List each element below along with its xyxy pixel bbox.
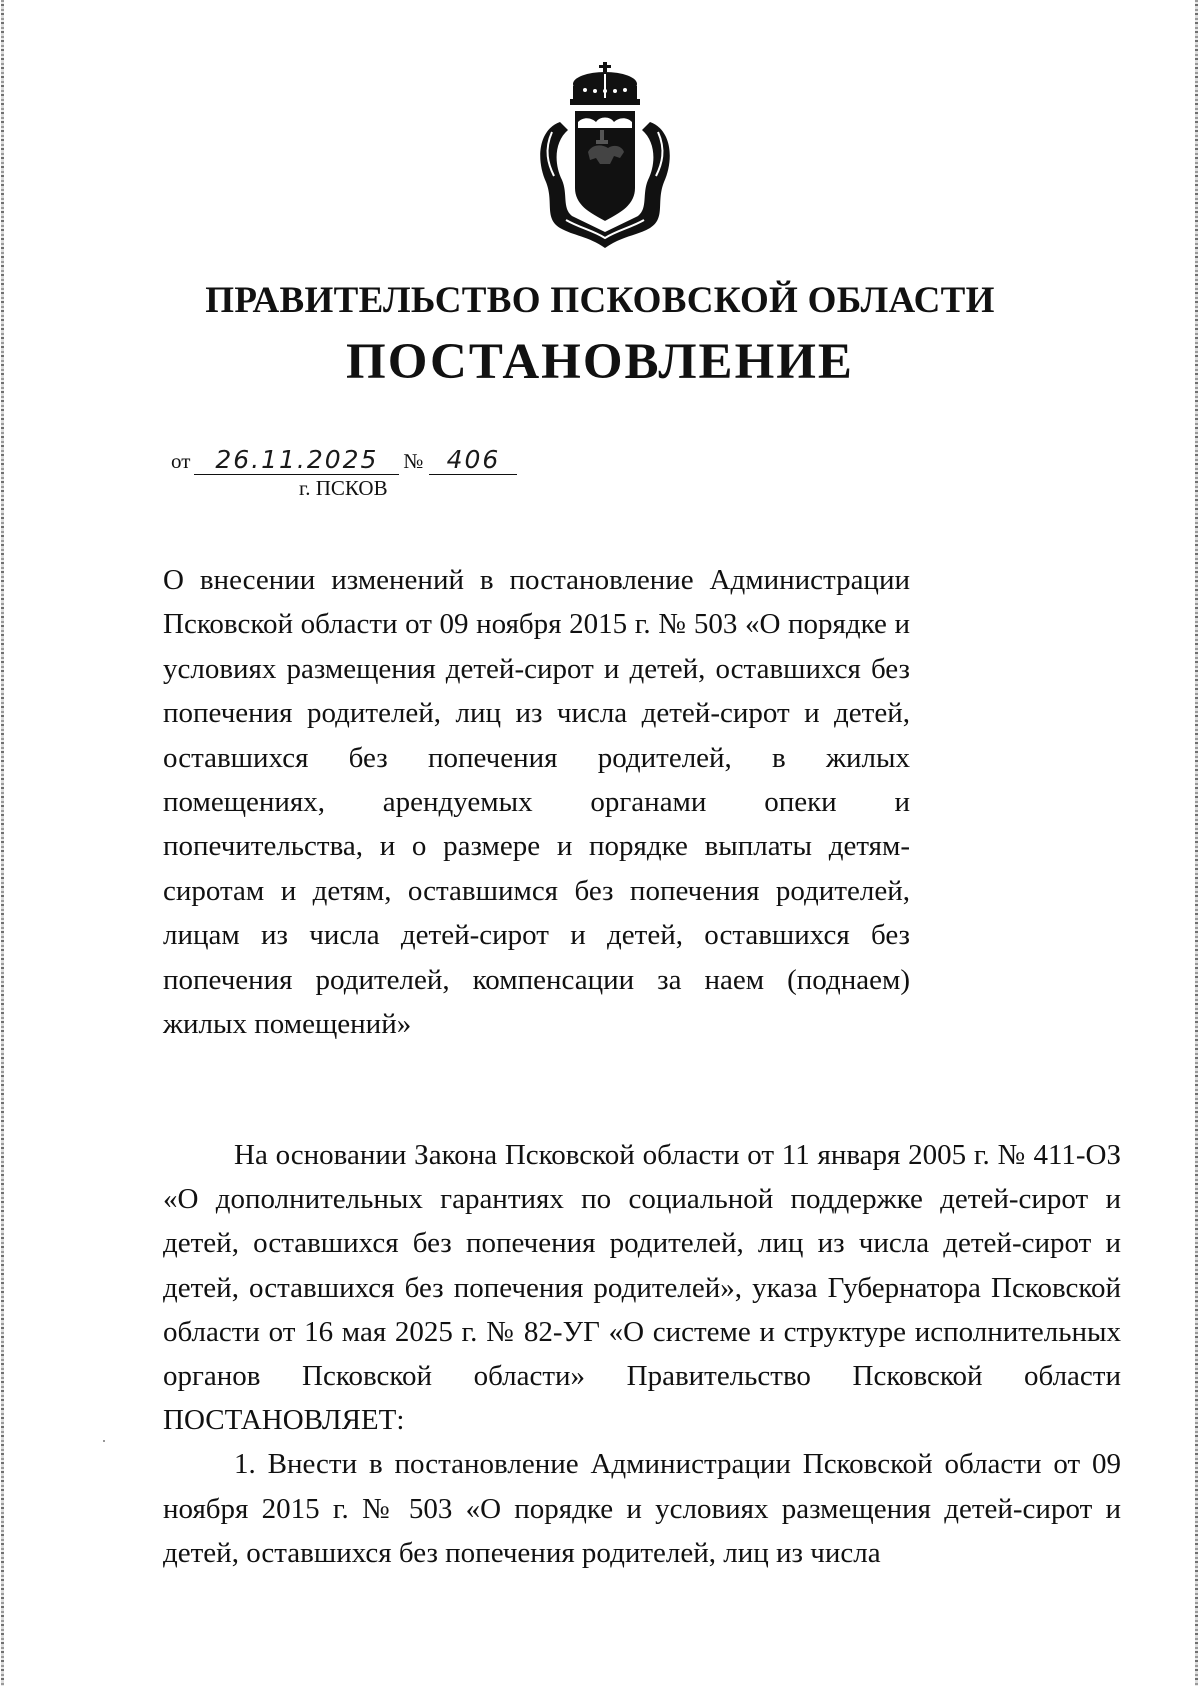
item-1-paragraph: 1. Внести в постановление Администрации Псковской области от 09 ноября 2015 г. № 503 «О порядке и условиях размещения детей-сирот и детей, оставшихся без попечения родителей, лиц из числа (163, 1448, 1121, 1569)
subject-text: О внесении изменений в постановление Администрации Псковской области от 09 ноября 2015 г. № 503 «О порядке и условиях размещения детей-сирот и детей, оставшихся без попечения родителей, лиц из числа детей-сирот и детей, оставшихся без попечения родителей, в жилых помещениях, арендуемых органами опеки и попечительства, и о размере и порядке выплаты детям-сиротам и детям, оставшимся без попечения родителей, лицам из числа детей-сирот и детей, оставшихся без попечения родителей, компенсации за наем (поднаем) жилых помещений» (163, 564, 910, 1041)
number-value: 406 (429, 446, 517, 475)
registration-line (171, 446, 517, 476)
subject-block (163, 558, 910, 1046)
organization-title: ПРАВИТЕЛЬСТВО ПСКОВСКОЙ ОБЛАСТИ (205, 280, 995, 321)
city-label: г. ПСКОВ (299, 476, 388, 500)
number-label: № (403, 449, 424, 473)
scan-edge-left (1, 0, 4, 1686)
date-label: от (171, 449, 191, 473)
preamble-paragraph: На основании Закона Псковской области от 11 января 2005 г. № 411-ОЗ «О дополнительных гарантиях по социальной поддержке детей-сирот и детей, оставшихся без попечения родителей, лиц из числа детей-сирот и детей, оставшихся без попечения родителей», указа Губернатора Псковской области от 16 мая 2025 г. № 82-УГ «О системе и структуре исполнительных органов Псковской области» Правительство Псковской области ПОСТАНОВЛЯЕТ: (163, 1139, 1121, 1437)
document-type-title: ПОСТАНОВЛЕНИЕ (346, 334, 854, 390)
coat-of-arms-icon (530, 60, 680, 255)
scan-edge-right (1195, 0, 1198, 1686)
body-text (163, 1133, 1121, 1575)
date-value: 26.11.2025 (194, 446, 399, 475)
scan-speck (103, 1440, 105, 1442)
